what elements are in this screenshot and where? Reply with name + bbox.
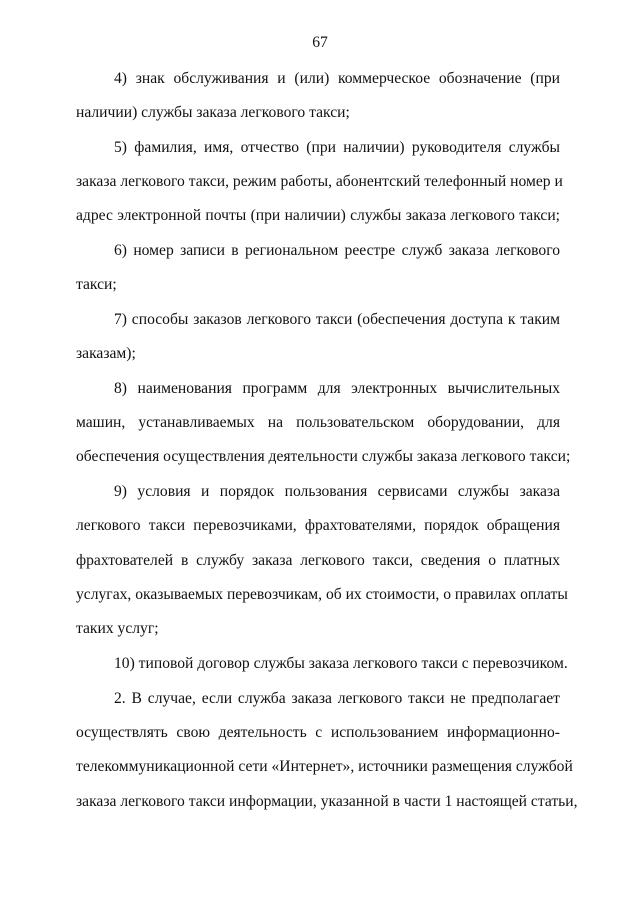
text-line: фрахтователей в службу заказа легкового такси, сведения о платных: [76, 552, 560, 569]
text-line: заказа легкового такси информации, указанной в части 1 настоящей статьи,: [76, 793, 578, 810]
text-line: 5) фамилия, имя, отчество (при наличии) руководителя службы: [114, 139, 560, 156]
text-line: адрес электронной почты (при наличии) службы заказа легкового такси;: [76, 207, 560, 224]
text-line: легкового такси перевозчиками, фрахтователями, порядок обращения: [76, 517, 560, 534]
page-number: 67: [312, 34, 328, 51]
text-line: телекоммуникационной сети «Интернет», источники размещения службой: [76, 758, 573, 775]
text-line: машин, устанавливаемых на пользовательском оборудовании, для: [76, 414, 560, 431]
text-line: таких услуг;: [76, 620, 159, 637]
text-line: заказам);: [76, 345, 136, 362]
text-line: 10) типовой договор службы заказа легкового такси с перевозчиком.: [114, 655, 568, 672]
text-line: заказа легкового такси, режим работы, абонентский телефонный номер и: [76, 173, 563, 190]
text-line: 6) номер записи в региональном реестре служб заказа легкового: [114, 242, 560, 259]
text-line: 9) условия и порядок пользования сервисами службы заказа: [114, 483, 560, 500]
text-line: наличии) службы заказа легкового такси;: [76, 104, 350, 121]
text-line: 2. В случае, если служба заказа легкового такси не предполагает: [114, 690, 560, 707]
text-line: 4) знак обслуживания и (или) коммерческое обозначение (при: [114, 70, 560, 87]
text-line: 8) наименования программ для электронных вычислительных: [114, 380, 560, 397]
text-line: 7) способы заказов легкового такси (обеспечения доступа к таким: [114, 311, 560, 328]
text-line: услугах, оказываемых перевозчикам, об их стоимости, о правилах оплаты: [76, 586, 568, 603]
text-line: такси;: [76, 276, 117, 293]
text-line: обеспечения осуществления деятельности службы заказа легкового такси;: [76, 448, 571, 465]
text-line: осуществлять свою деятельность с использованием информационно-: [76, 724, 560, 741]
